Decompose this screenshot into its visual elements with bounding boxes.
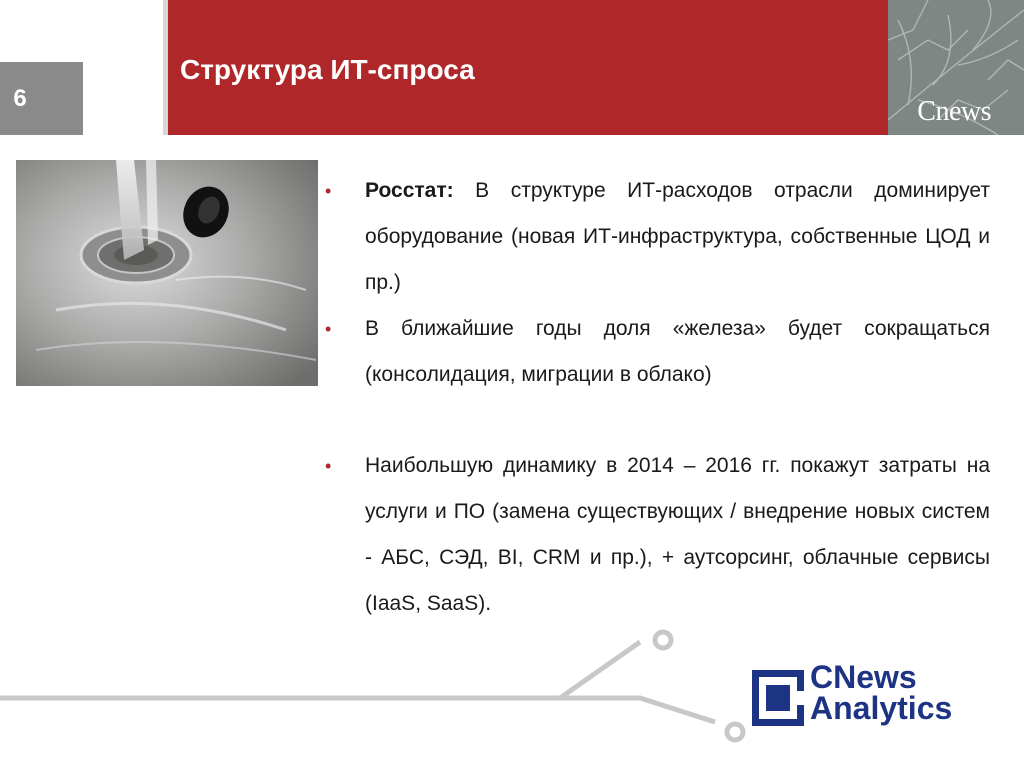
leaf-texture-panel bbox=[888, 0, 1024, 135]
bullet-item-dynamics bbox=[325, 443, 990, 627]
bullet-item-rosstat bbox=[325, 168, 990, 306]
bullet-list bbox=[325, 168, 990, 627]
bullet-text: Наибольшую динамику в 2014 – 2016 гг. покажут затраты на услуги и ПО (замена существующих / внедрение новых систем - АБС, СЭД, BI, CRM и пр.), + аутсорсинг, облачные сервисы (IaaS, SaaS). bbox=[365, 454, 990, 615]
slide-number: 6 bbox=[13, 84, 27, 112]
cnews-analytics-logo bbox=[752, 659, 987, 732]
logo-line-analytics: Analytics bbox=[810, 690, 953, 726]
bullet-dot: • bbox=[325, 456, 332, 476]
bullet-dot: • bbox=[325, 319, 332, 339]
bullet-dot: • bbox=[325, 181, 332, 201]
bullet-text: В структуре ИТ-расходов отрасли доминирует оборудование (новая ИТ-инфраструктура, собственные ЦОД и пр.) bbox=[365, 179, 990, 294]
slide-title: Структура ИТ-спроса bbox=[180, 54, 475, 85]
water-sink-photo bbox=[16, 160, 318, 386]
bullet-item-hardware bbox=[325, 306, 990, 398]
logo-line-cnews: CNews bbox=[810, 659, 917, 695]
bullet-bold-label: Росстат: bbox=[365, 179, 454, 202]
logo-mark-icon bbox=[752, 670, 804, 726]
photo-image bbox=[16, 160, 318, 386]
cnews-header-logo: Cnews bbox=[917, 96, 991, 127]
logo-text bbox=[810, 659, 953, 726]
bullet-text: В ближайшие годы доля «железа» будет сокращаться (консолидация, миграции в облако) bbox=[365, 317, 990, 386]
circuit-lines-decoration bbox=[0, 620, 760, 750]
